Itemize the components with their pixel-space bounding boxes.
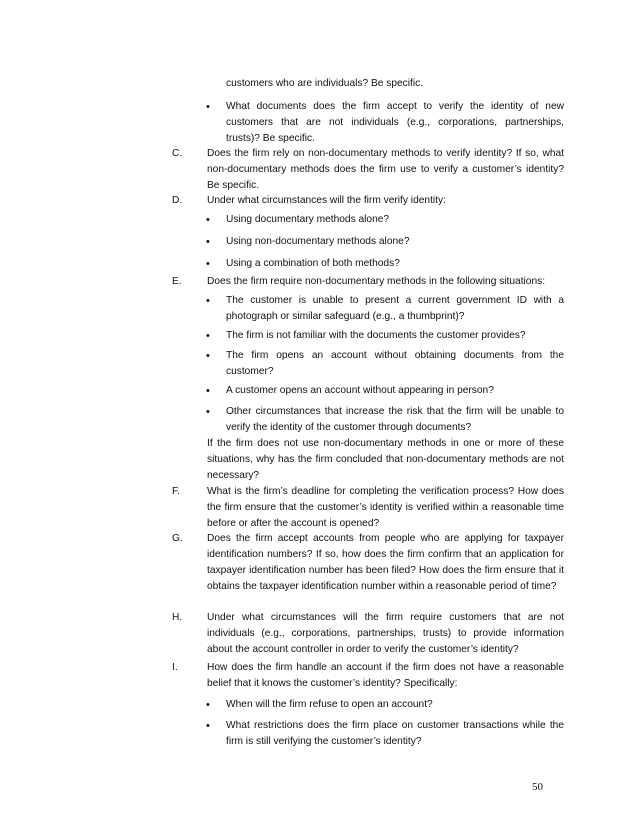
bullet-icon: • <box>206 101 210 113</box>
item-letter: I. <box>172 662 178 673</box>
bullet-icon: • <box>206 699 210 711</box>
item-note: If the firm does not use non-documentary methods in one or more of these situations, why has the firm concluded that non-documentary methods are not necessary? <box>207 438 564 481</box>
bullet-text: The firm is not familiar with the documents the customer provides? <box>226 330 526 341</box>
bullet-icon: • <box>206 385 210 397</box>
bullet-icon: • <box>206 214 210 226</box>
bullet-icon: • <box>206 258 210 270</box>
item-text: Under what circumstances will the firm verify identity: <box>207 195 446 206</box>
bullet-icon: • <box>206 295 210 307</box>
bullet-text: A customer opens an account without appearing in person? <box>226 385 494 396</box>
bullet-icon: • <box>206 330 210 342</box>
bullet-icon: • <box>206 406 210 418</box>
item-text: How does the firm handle an account if the firm does not have a reasonable belief that it knows the customer’s identity? Specifically: <box>207 662 564 689</box>
item-letter: F. <box>172 486 180 497</box>
bullet-icon: • <box>206 236 210 248</box>
bullet-text: Other circumstances that increase the risk that the firm will be unable to verify the identity of the customer through documents? <box>226 406 564 433</box>
bullet-text: Using a combination of both methods? <box>226 258 400 269</box>
bullet-text: Using non-documentary methods alone? <box>226 236 410 247</box>
continued-text: customers who are individuals? Be specific. <box>226 78 424 89</box>
bullet-text: When will the firm refuse to open an account? <box>226 699 433 710</box>
bullet-icon: • <box>206 350 210 362</box>
item-text: Does the firm require non-documentary methods in the following situations: <box>207 276 546 287</box>
item-text: Does the firm rely on non-documentary methods to verify identity? If so, what non-documentary methods does the firm use to verify a customer’s identity? Be specific. <box>207 148 564 191</box>
item-letter: H. <box>172 612 183 623</box>
item-letter: C. <box>172 148 183 159</box>
bullet-text: The customer is unable to present a current government ID with a photograph or similar safeguard (e.g., a thumbprint)? <box>226 295 564 322</box>
item-text: Does the firm accept accounts from people who are applying for taxpayer identification numbers? If so, how does the firm confirm that an application for taxpayer identification number has been filed? How does the firm ensure that it obtains the taxpayer identification number within a reasonable period of time? <box>207 533 564 592</box>
item-letter: G. <box>172 533 183 544</box>
item-text: What is the firm’s deadline for completing the verification process? How does the firm ensure that the customer’s identity is verified within a reasonable time before or after the account is opened? <box>207 486 564 529</box>
item-letter: D. <box>172 195 183 206</box>
bullet-text: Using documentary methods alone? <box>226 214 390 225</box>
bullet-text: What documents does the firm accept to verify the identity of new customers that are not individuals (e.g., corporations, partnerships, trusts)? Be specific. <box>226 101 564 144</box>
bullet-icon: • <box>206 720 210 732</box>
bullet-text: The firm opens an account without obtaining documents from the customer? <box>226 350 564 377</box>
bullet-text: What restrictions does the firm place on customer transactions while the firm is still verifying the customer’s identity? <box>226 720 564 747</box>
item-text: Under what circumstances will the firm require customers that are not individuals (e.g., corporations, partnerships, trusts) to provide information about the account controller in order to verify the customer’s identity? <box>207 612 564 655</box>
page-number: 50 <box>532 781 543 793</box>
item-letter: E. <box>172 276 182 287</box>
